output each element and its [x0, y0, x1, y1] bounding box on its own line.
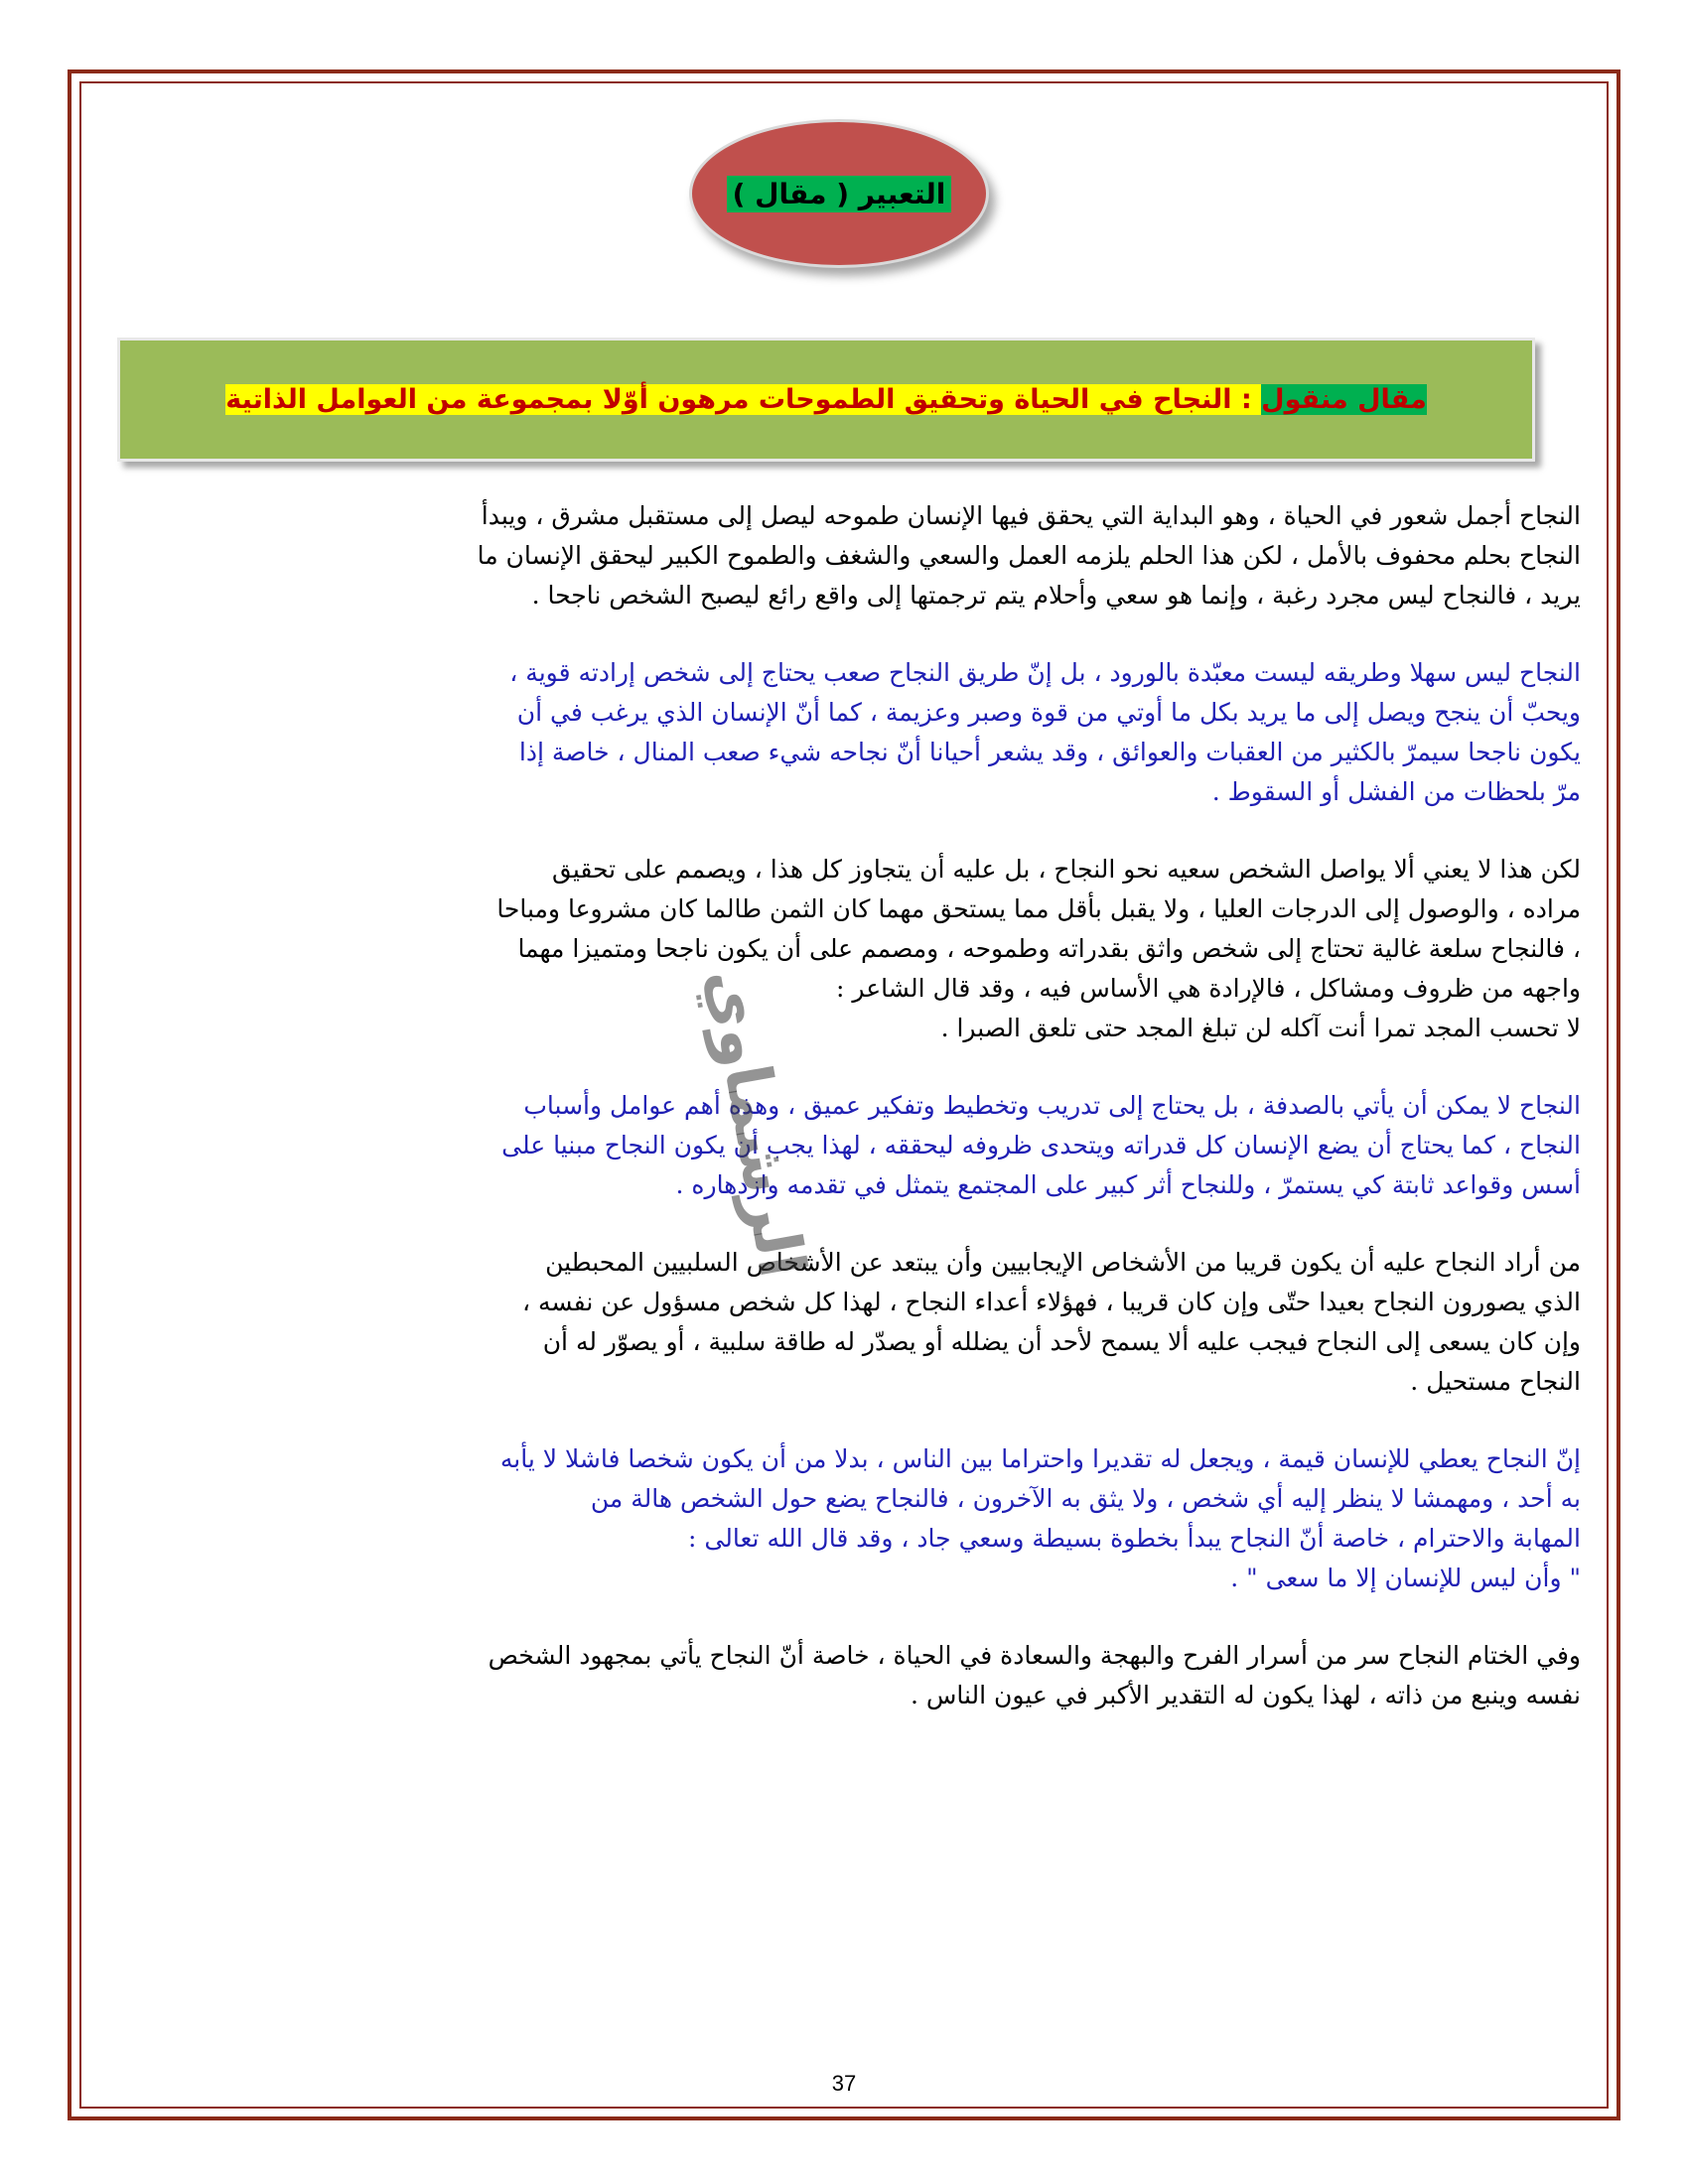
headline-text: النجاح في الحياة وتحقيق الطموحات مرهون أوّلا بمجموعة من العوامل الذاتية — [225, 384, 1232, 415]
paragraph-2 — [109, 653, 1581, 812]
text-line: وإن كان يسعى إلى النجاح فيجب عليه ألا يسمح لأحد أن يضلله أو يصدّر له طاقة سلبية ، أو يصوّر له أن — [542, 1327, 1581, 1356]
poem-verse: لا تحسب المجد تمرا أنت آكله لن تبلغ المجد حتى تلعق الصبرا . — [940, 1014, 1581, 1042]
paragraph-3 — [109, 850, 1581, 1048]
paragraph-6 — [109, 1439, 1581, 1598]
watermark: الرشماوي — [692, 963, 819, 1284]
text-line: من أراد النجاح عليه أن يكون قريبا من الأشخاص الإيجابيين وأن يبتعد عن الأشخاص السلبيين المحبطين — [545, 1248, 1581, 1277]
headline-label: مقال منقول — [1261, 384, 1427, 415]
text-line: وفي الختام النجاح سر من أسرار الفرح والبهجة والسعادة في الحياة ، خاصة أنّ النجاح يأتي بمجهود الشخص — [488, 1641, 1581, 1670]
text-line: النجاح لا يمكن أن يأتي بالصدفة ، بل يحتاج إلى تدريب وتخطيط وتفكير عميق ، وهذه أهم عوامل وأسباب — [523, 1091, 1581, 1120]
text-line: يكون ناجحا سيمرّ بالكثير من العقبات والعوائق ، وقد يشعر أحيانا أنّ نجاحه شيء صعب المنال ، خاصة إذا — [518, 738, 1581, 766]
text-line: نفسه وينبع من ذاته ، لهذا يكون له التقدير الأكبر في عيون الناس . — [910, 1681, 1581, 1709]
title-badge — [689, 119, 989, 268]
text-line: مرّ بلحظات من الفشل أو السقوط . — [1211, 777, 1581, 806]
headline-banner — [117, 338, 1535, 462]
text-line: ، فالنجاح سلعة غالية تحتاج إلى شخص واثق بقدراته وطموحه ، ومصمم على أن يكون ناجحا ومتميزا مهما — [517, 934, 1581, 963]
headline-separator: : — [1231, 384, 1262, 415]
text-line: النجاح بحلم محفوف بالأمل ، لكن هذا الحلم يلزمه العمل والسعي والشغف والطموح الكبير ليحقق الإنسان ما — [477, 541, 1581, 570]
page-number: 37 — [831, 2071, 857, 2096]
article-body — [109, 496, 1581, 1753]
text-line: مراده ، والوصول إلى الدرجات العليا ، ولا يقبل بأقل مما يستحق مهما كان الثمن طالما كان مشروعا ومباحا — [496, 894, 1581, 923]
text-line: النجاح ، كما يحتاج أن يضع الإنسان كل قدراته ويتحدى ظروفه ليحققه ، لهذا يجب أن يكون النجاح مبنيا على — [501, 1131, 1581, 1160]
text-line: لكن هذا لا يعني ألا يواصل الشخص سعيه نحو النجاح ، بل عليه أن يتجاوز كل هذا ، ويصمم على تحقيق — [551, 855, 1581, 884]
paragraph-5 — [109, 1243, 1581, 1402]
text-line: إنّ النجاح يعطي للإنسان قيمة ، ويجعل له تقديرا واحتراما بين الناس ، بدلا من أن يكون شخصا فاشلا لا يأبه — [499, 1444, 1581, 1473]
text-line: به أحد ، ومهمشا لا ينظر إليه أي شخص ، ولا يثق به الآخرون ، فالنجاح يضع حول الشخص هالة من — [590, 1484, 1581, 1513]
text-line: النجاح ليس سهلا وطريقه ليست معبّدة بالورود ، بل إنّ طريق النجاح صعب يحتاج إلى شخص إرادته قوية ، — [509, 658, 1581, 687]
paragraph-7 — [109, 1636, 1581, 1715]
headline — [225, 384, 1427, 415]
text-line: المهابة والاحترام ، خاصة أنّ النجاح يبدأ بخطوة بسيطة وسعي جاد ، وقد قال الله تعالى : — [688, 1524, 1581, 1553]
quran-quote: " وأن ليس للإنسان إلا ما سعى " . — [1230, 1564, 1581, 1592]
text-line: النجاح مستحيل . — [1410, 1367, 1581, 1396]
text-line: أسس وقواعد ثابتة كي يستمرّ ، وللنجاح أثر كبير على المجتمع يتمثل في تقدمه وازدهاره . — [675, 1170, 1581, 1199]
text-line: النجاح أجمل شعور في الحياة ، وهو البداية التي يحقق فيها الإنسان طموحه ليصل إلى مستقبل مشرق ، ويبدأ — [481, 501, 1581, 530]
text-line: واجهه من ظروف ومشاكل ، فالإرادة هي الأساس فيه ، وقد قال الشاعر : — [836, 974, 1581, 1003]
paragraph-4 — [109, 1086, 1581, 1205]
page-title: التعبير ( مقال ) — [727, 176, 952, 212]
paragraph-1 — [109, 496, 1581, 615]
text-line: الذي يصورون النجاح بعيدا حتّى وإن كان قريبا ، فهؤلاء أعداء النجاح ، لهذا كل شخص مسؤول عن نفسه ، — [521, 1288, 1581, 1316]
text-line: ويحبّ أن ينجح ويصل إلى ما يريد بكل ما أوتي من قوة وصبر وعزيمة ، كما أنّ الإنسان الذي يرغب في أن — [516, 698, 1581, 727]
text-line: يريد ، فالنجاح ليس مجرد رغبة ، وإنما هو سعي وأحلام يتم ترجمتها إلى واقع رائع ليصبح الشخص ناجحا . — [531, 581, 1581, 610]
